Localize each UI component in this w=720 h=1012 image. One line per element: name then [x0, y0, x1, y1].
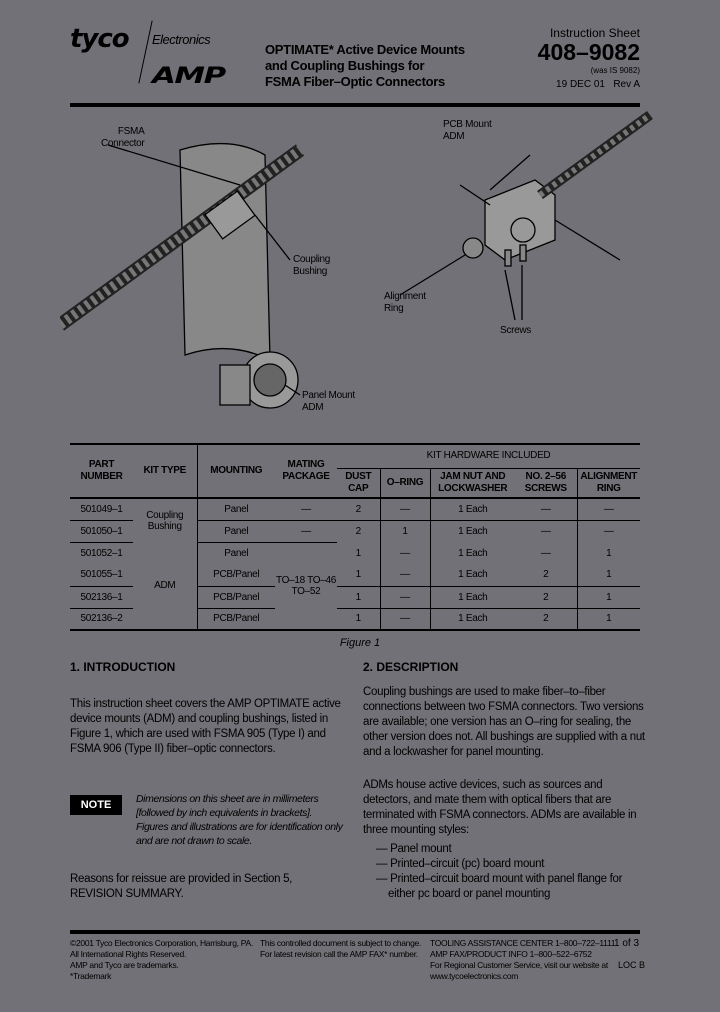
footer-line: ©2001 Tyco Electronics Corporation, Harrisburg, PA. — [70, 938, 253, 948]
th-mating: MATING PACKAGE — [282, 459, 330, 482]
title-line: OPTIMATE* Active Device Mounts — [265, 42, 465, 57]
th-kit-type: KIT TYPE — [133, 444, 197, 498]
reissue-text: Reasons for reissue are provided in Section 5, REVISION SUMMARY. — [70, 873, 293, 900]
th-kit-hardware: KIT HARDWARE INCLUDED — [337, 444, 640, 468]
was-number: (was IS 9082) — [590, 66, 640, 75]
table-cell: — — [515, 520, 577, 542]
table-cell: 1 — [606, 613, 612, 625]
table-cell: 502136–1 — [80, 591, 123, 603]
th-screws: NO. 2–56 SCREWS — [515, 468, 577, 498]
tyco-logo: tyco — [70, 24, 129, 54]
note-badge: NOTE — [70, 795, 122, 815]
footer-line: All International Rights Reserved. — [70, 949, 186, 959]
footer-rule — [70, 930, 640, 934]
header-rule — [70, 103, 640, 107]
table-cell: 1 — [606, 591, 612, 603]
table-row — [70, 498, 640, 520]
intro-paragraph: This instruction sheet covers the AMP OPTIMATE active device mounts (ADM) and coupling bushings, listed in Figure 1, which are used with FSMA 905 (Type I) and FSMA 906 (Type II) fiber–optic connectors. — [70, 698, 341, 755]
table-cell: — — [275, 520, 337, 542]
sheet-info — [538, 26, 640, 92]
table-cell: Panel — [197, 520, 275, 542]
date: 19 DEC 01 — [556, 79, 605, 90]
table-cell: — — [380, 564, 430, 586]
table-row — [70, 542, 640, 564]
product-illustration — [60, 110, 660, 430]
table-cell: Coupling Bushing — [133, 498, 197, 542]
table-cell: 1 Each — [458, 525, 488, 537]
footer-contact — [430, 938, 615, 982]
table-cell: TO–18 TO–46 TO–52 — [275, 574, 337, 597]
list-item: — Printed–circuit board mount with panel flange for either pc board or panel mounting — [376, 873, 623, 900]
table-cell: PCB/Panel — [213, 591, 260, 603]
footer-line: This controlled document is subject to change. — [260, 938, 422, 948]
table-cell: 1 Each — [458, 569, 488, 581]
sheet-label: Instruction Sheet — [549, 26, 640, 40]
table-cell: 501052–1 — [80, 547, 123, 559]
label-pcb-mount-adm: PCB Mount ADM — [443, 119, 492, 142]
table-cell: 2 — [337, 498, 380, 520]
label-alignment-ring: Alignment Ring — [384, 291, 426, 314]
th-part: PART NUMBER — [80, 459, 123, 482]
label-screws: Screws — [500, 325, 531, 336]
footer-notice — [260, 938, 421, 960]
footer-line: *Trademark — [70, 971, 112, 981]
label-coupling-bushing: Coupling Bushing — [293, 254, 331, 277]
th-oring: O–RING — [380, 468, 430, 498]
loc-code: LOC B — [618, 960, 646, 970]
table-cell: 1 Each — [458, 613, 488, 625]
table-cell: 2 — [515, 586, 577, 608]
table-cell: 1 — [337, 586, 380, 608]
document-title — [265, 42, 465, 90]
table-cell: — — [380, 586, 430, 608]
footer-link[interactable]: www.tycoelectronics.com — [430, 971, 519, 981]
table-cell: — — [515, 542, 577, 564]
footer-line: For Regional Customer Service, visit our website at — [430, 960, 608, 970]
list-item: — Printed–circuit (pc) board mount — [376, 858, 545, 870]
table-cell: 502136–2 — [80, 613, 123, 625]
figure-caption: Figure 1 — [339, 637, 381, 649]
label-panel-mount-adm: Panel Mount ADM — [302, 390, 355, 413]
logo-divider — [138, 21, 152, 84]
table-cell: ADM — [133, 542, 197, 630]
table-cell: 501049–1 — [80, 503, 123, 515]
note-text: Dimensions on this sheet are in millimeters [followed by inch equivalents in brackets]. Figures and illustrations are for identification only and are not drawn to scale. — [136, 793, 343, 847]
table-cell: 1 Each — [458, 503, 488, 515]
th-mounting: MOUNTING — [210, 465, 263, 476]
footer-copyright — [70, 938, 253, 982]
table-cell: — — [603, 503, 614, 515]
title-line: and Coupling Bushings for — [265, 58, 425, 73]
table-cell: 1 — [337, 542, 380, 564]
table-cell: 2 — [515, 608, 577, 630]
table-cell: 1 Each — [458, 547, 488, 559]
table-cell: Panel — [224, 547, 249, 559]
table-cell: PCB/Panel — [213, 569, 260, 581]
footer-line: For latest revision call the AMP FAX* number. — [260, 949, 418, 959]
table-cell: 501055–1 — [80, 569, 123, 581]
description-paragraph-2: ADMs house active devices, such as sources and detectors, and mate them with optical fibers that are terminated with FSMA connectors. ADMs are available in three mounting styles: — [363, 779, 637, 836]
footer-line: AMP FAX/PRODUCT INFO 1–800–522–6752 — [430, 949, 592, 959]
mounting-styles-list — [376, 842, 646, 902]
list-item: — Panel mount — [376, 843, 452, 855]
table-cell: 2 — [337, 520, 380, 542]
table-cell: 2 — [515, 564, 577, 586]
th-alignment-ring: ALIGNMENT RING — [580, 470, 638, 494]
table-cell: 1 — [606, 547, 612, 559]
kit-table — [70, 443, 640, 631]
table-cell: 1 — [606, 569, 612, 581]
page-number: 1 of 3 — [614, 938, 640, 949]
table-cell: — — [380, 542, 430, 564]
table-cell: — — [515, 498, 577, 520]
footer-line: TOOLING ASSISTANCE CENTER 1–800–722–1111 — [430, 938, 616, 948]
table-cell: 1 — [337, 564, 380, 586]
footer-line: AMP and Tyco are trademarks. — [70, 960, 179, 970]
table-cell: 501050–1 — [70, 520, 133, 542]
description-heading: 2. DESCRIPTION — [363, 660, 459, 674]
intro-heading: 1. INTRODUCTION — [70, 660, 176, 674]
table-cell: Panel — [224, 503, 249, 515]
th-jam-nut: JAM NUT AND LOCKWASHER — [438, 470, 508, 494]
revision: Rev A — [613, 79, 640, 90]
table-cell: PCB/Panel — [213, 613, 260, 625]
sheet-number: 408–9082 — [537, 39, 640, 65]
amp-logo: AMP — [152, 64, 225, 89]
description-paragraph-1: Coupling bushings are used to make fiber–to–fiber connections between two FSMA connectors. Two versions are available; one version has an O–ring for sealing, the other version does not. All bushings are supplied with a nut and a lockwasher for panel mounting. — [363, 686, 645, 758]
table-cell: 1 — [380, 520, 430, 542]
title-line: FSMA Fiber–Optic Connectors — [265, 74, 445, 89]
table-cell: — — [380, 608, 430, 630]
table-cell: 1 — [337, 608, 380, 630]
electronics-logo: Electronics — [152, 32, 211, 47]
th-dust-cap: DUST CAP — [337, 468, 380, 498]
table-cell: — — [603, 525, 614, 537]
table-cell: — — [380, 498, 430, 520]
table-cell: — — [301, 503, 311, 515]
label-fsma-connector: FSMA Connector — [101, 126, 145, 149]
table-cell: 1 Each — [458, 591, 488, 603]
